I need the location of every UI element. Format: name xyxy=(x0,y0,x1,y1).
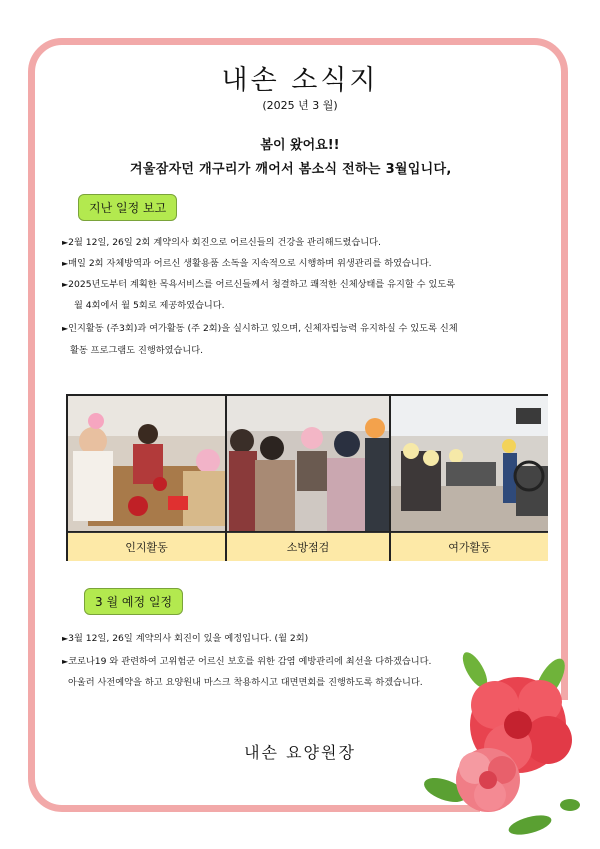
carnation-flower-icon xyxy=(420,640,590,840)
newsletter-date: (2025 년 3 월) xyxy=(262,99,338,112)
photo-caption-fire-inspection: 소방점검 xyxy=(227,532,389,561)
upcoming-item-2: ►코로나19 와 관련하여 고위험군 어르신 보호를 위한 감염 예방관리에 최선을 다하겠습니다. xyxy=(62,656,432,667)
bullet-icon: ► xyxy=(62,324,69,333)
bullet-icon: ► xyxy=(62,259,69,268)
past-item-4: ►인지활동 (주3회)과 여가활동 (주 2회)을 실시하고 있으며, 신체자립능력 유지하실 수 있도록 신체 xyxy=(62,323,458,334)
upcoming-schedule-heading: 3 월 예정 일정 xyxy=(84,588,183,615)
cognitive-activity-photo xyxy=(68,396,225,531)
fire-inspection-photo xyxy=(227,396,389,531)
greeting-line-1: 봄이 왔어요!! xyxy=(260,138,340,153)
upcoming-item-2-continued: 아울러 사전예약을 하고 요양원내 마스크 착용하시고 대면면회를 진행하도록 하겠습니다. xyxy=(68,677,423,688)
photo-caption-cognitive: 인지활동 xyxy=(68,532,225,561)
past-item-4-continued: 활동 프로그램도 진행하였습니다. xyxy=(70,345,204,356)
past-item-3: ►2025년도부터 계획한 목욕서비스를 어르신들께서 청결하고 쾌적한 신체상태를 유지할 수 있도록 xyxy=(62,279,456,290)
signature: 내손 요양원장 xyxy=(244,743,356,762)
leisure-activity-photo xyxy=(391,396,548,531)
bullet-icon: ► xyxy=(62,657,69,666)
past-schedule-heading: 지난 일정 보고 xyxy=(78,194,177,221)
bullet-icon: ► xyxy=(62,280,69,289)
past-item-3-continued: 월 4회에서 월 5회로 제공하였습니다. xyxy=(74,300,225,311)
upcoming-item-1: ►3월 12일, 26일 계약의사 회진이 있을 예정입니다. (월 2회) xyxy=(62,633,309,644)
activity-photo-strip xyxy=(66,394,548,561)
greeting-line-2: 겨울잠자던 개구리가 깨어서 봄소식 전하는 3월입니다, xyxy=(130,162,452,177)
photo-caption-leisure: 여가활동 xyxy=(391,532,548,561)
bullet-icon: ► xyxy=(62,634,69,643)
newsletter-title: 내손 소식지 xyxy=(221,65,379,96)
past-item-1: ►2월 12일, 26일 2회 계약의사 회진으로 어르신들의 건강을 관리해드렸습니다. xyxy=(62,237,381,248)
bullet-icon: ► xyxy=(62,238,69,247)
past-item-2: ►매일 2회 자체방역과 어르신 생활용품 소독을 지속적으로 시행하며 위생관리를 하였습니다. xyxy=(62,258,432,269)
